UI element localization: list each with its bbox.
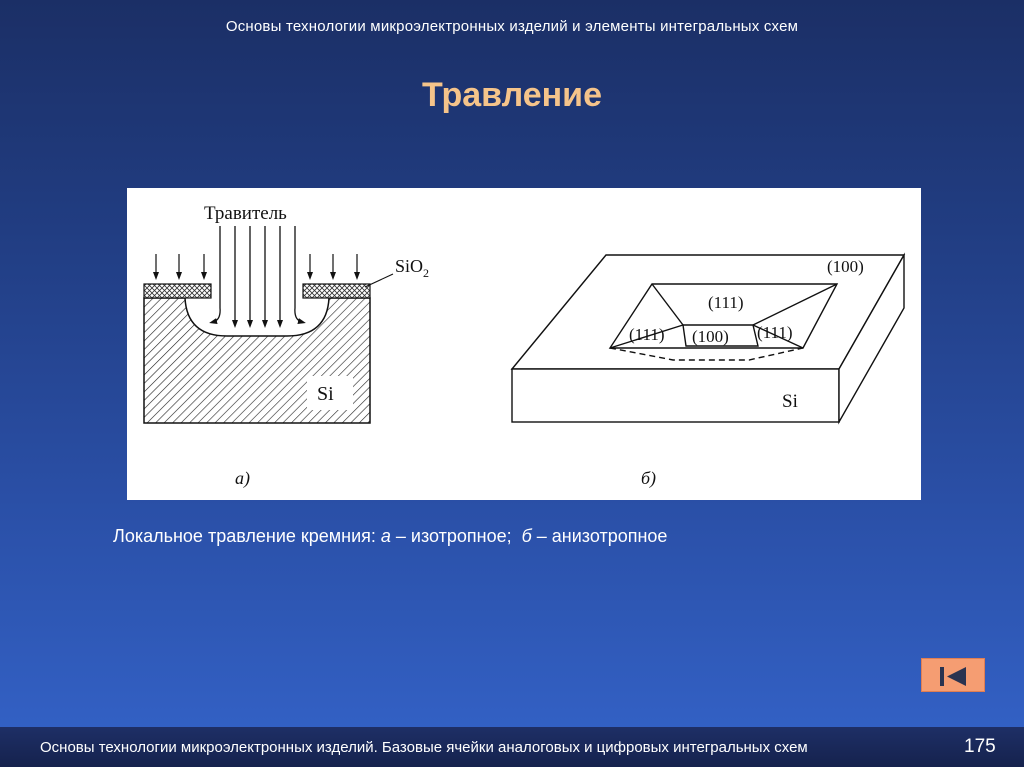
etchant-label: Травитель bbox=[204, 203, 287, 224]
panel-label-a: а) bbox=[235, 468, 250, 488]
caption-b-text: – анизотропное bbox=[531, 526, 668, 546]
oxide-mask-right bbox=[303, 284, 370, 298]
first-slide-icon bbox=[922, 659, 986, 693]
header-title: Основы технологии микроэлектронных изделий и элементы интегральных схем bbox=[225, 18, 799, 35]
top-face-label: (100) bbox=[827, 257, 864, 276]
silicon-label-left: Si bbox=[317, 383, 334, 405]
oxide-label: SiO$_2$ bbox=[395, 256, 430, 280]
etchant-arrows bbox=[213, 226, 302, 324]
isotropic-etch-diagram bbox=[144, 203, 429, 489]
caption-prefix: Локальное травление кремния: bbox=[113, 526, 381, 546]
oxide-pointer bbox=[365, 274, 393, 287]
footer-text: Основы технологии микроэлектронных изделий. Базовые ячейки аналоговых и цифровых интегральных схем bbox=[40, 739, 808, 756]
etching-figure bbox=[127, 188, 921, 500]
pit-right-face-label: (111) bbox=[757, 323, 793, 342]
panel-label-b: б) bbox=[641, 468, 657, 488]
caption-a-letter: а bbox=[380, 526, 391, 546]
oxide-mask-left bbox=[144, 284, 211, 298]
mask-arrows bbox=[156, 254, 357, 276]
figure-caption bbox=[113, 526, 667, 547]
caption-a-text: – изотропное; bbox=[390, 526, 522, 546]
slide-title: Травление bbox=[421, 76, 602, 114]
page-number: 175 bbox=[964, 736, 996, 757]
pit-left-face-label: (111) bbox=[629, 325, 665, 344]
footer-bar bbox=[0, 727, 1024, 767]
silicon-label-right: Si bbox=[782, 391, 798, 412]
pit-back-face-label: (111) bbox=[708, 293, 744, 312]
caption-b-letter: б bbox=[521, 526, 532, 546]
pit-bottom-face-label: (100) bbox=[692, 327, 729, 346]
first-slide-button[interactable] bbox=[921, 658, 985, 692]
